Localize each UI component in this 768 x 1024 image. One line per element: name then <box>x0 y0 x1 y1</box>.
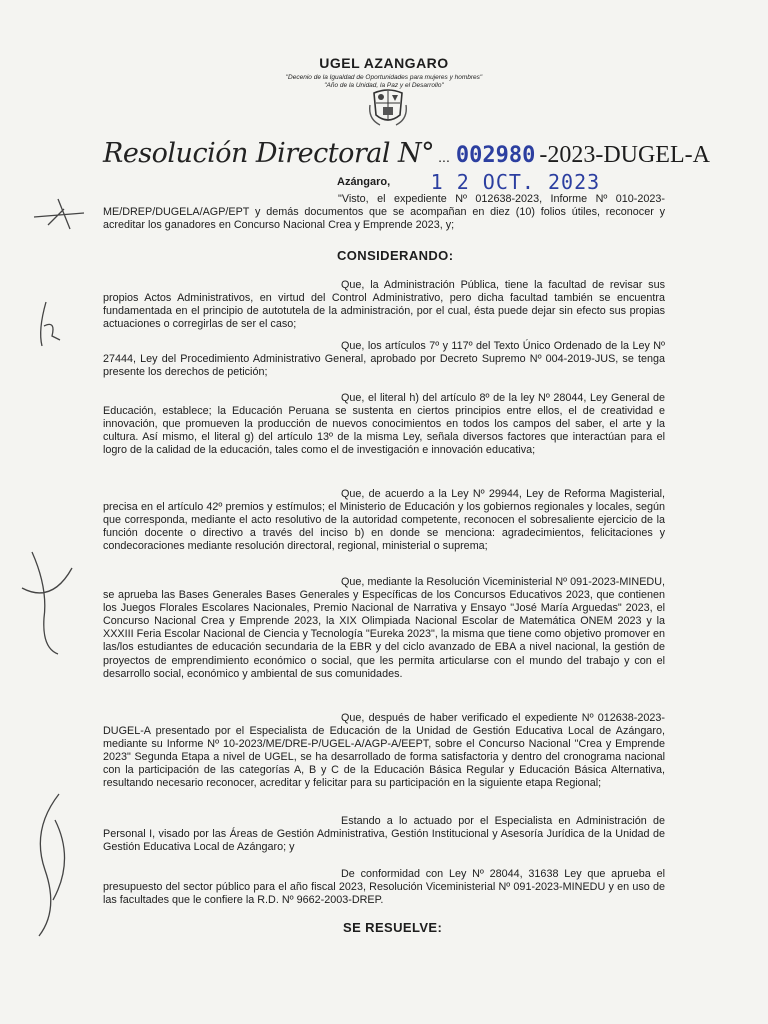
resolution-suffix: -2023-DUGEL-A <box>539 142 710 168</box>
considerando-2-text: Que, los artículos 7º y 117º del Texto Único Ordenado de la Ley Nº 27444, Ley del Procedimiento Administrativo General, aprobado por Decreto Supremo Nº 004-2019-JUS, se tenga presente los derechos de petición; <box>103 340 665 379</box>
considerando-6-text: Que, después de haber verificado el expediente Nº 012638-2023-DUGEL-A presentado por el Especialista de Educación de la Unidad de Gestión Educativa Local de Azángaro, mediante su Informe Nº 10-2023/ME/DRE-P/UGEL-A/AGP-A/EEPT, sobre el Concurso Nacional "Crea y Emprende 2023" Segunda Etapa a nivel de UGEL, se ha desarrollado de forma satisfactoria y dentro del cronograma nacional con la participación de las categorías A, B y C de la Educación Básica Regular y Educación Básica Alternativa, resultando necesario reconocer, acreditar y felicitar para su participación en la siguiente etapa Regional; <box>103 712 665 790</box>
margin-initial-1-icon <box>30 195 90 235</box>
national-crest-icon <box>368 85 408 127</box>
date-place: Azángaro, <box>337 176 391 188</box>
visto-paragraph <box>103 193 665 232</box>
considerando-2 <box>103 340 665 379</box>
se-resuelve-heading: SE RESUELVE: <box>343 920 443 935</box>
considerando-3-text: Que, el literal h) del artículo 8º de la ley Nº 28044, Ley General de Educación, establece; la Educación Peruana se sustenta en ciertos principios entre ellos, el de creatividad e innovación, que promueven la producción de nuevos conocimientos en todos los campos del saber, el arte y la cultura. Así mismo, el literal g) del artículo 13º de la misma Ley, señala diversos factores que interactúan para el logro de la calidad de la educación, tales como el de investigación e innovación educativa; <box>103 392 665 457</box>
resolution-label: Resolución Directoral N° <box>103 138 435 169</box>
date-line <box>337 170 600 194</box>
considerando-7-text: Estando a lo actuado por el Especialista en Administración de Personal I, visado por las Áreas de Gestión Administrativa, Gestión Institucional y Asesoría Jurídica de la Unidad de Gestión Educativa Local de Azángaro; y <box>103 815 665 854</box>
margin-signature-2-icon <box>25 790 80 940</box>
considerando-5-text: Que, mediante la Resolución Viceministerial Nº 091-2023-MINEDU, se aprueba las Bases Generales Bases Generales y Específicas de los Concursos Educativos 2023, que contienen los Juegos Florales Escolares Nacionales, Premio Nacional de Narrativa y Ensayo "José María Arguedas" 2023, el Concurso Nacional Crea y Emprende 2023, la XIX Olimpiada Nacional Escolar de Matemática ONEM 2023 y la XXXIII Feria Escolar Nacional de Ciencia y Tecnología "Eureka 2023", la misma que tiene como objetivo promover en las/los estudiantes de educación secundaria de la EBR y del ciclo avanzado de EBA a nivel nacional, la gestión de proyectos de emprendimiento económico o social, que les permita articularse con el mundo del trabajo y con el desarrollo social, económico y ambiental de sus comunidades. <box>103 576 665 680</box>
margin-initial-2-icon <box>34 300 64 350</box>
considerando-4-text: Que, de acuerdo a la Ley Nº 29944, Ley de Reforma Magisterial, precisa en el artículo 42º premios y estímulos; el Ministerio de Educación y los gobiernos regionales y locales, según que corresponda, mediante el acto resolutivo de la autoridad competente, reconocen el sobresaliente ejercicio de la función docente o directivo a través del inciso b) en donde se menciona: agradecimientos, felicitaciones y condecoraciones mediante resolución directoral, regional, ministerial o suprema; <box>103 488 665 553</box>
considerando-3 <box>103 392 665 457</box>
considerando-heading: CONSIDERANDO: <box>337 248 454 263</box>
institution-name: UGEL AZANGARO <box>319 55 449 71</box>
date-stamp: 1 2 OCT. 2023 <box>430 170 601 194</box>
resolution-dots: ... <box>438 149 450 165</box>
decade-line-1: "Decenio de la Igualdad de Oportunidades para mujeres y hombres" <box>285 74 483 81</box>
resolution-number-stamp: 002980 <box>455 143 536 168</box>
considerando-7 <box>103 815 665 854</box>
considerando-6 <box>103 712 665 791</box>
considerando-1 <box>103 279 665 331</box>
considerando-1-text: Que, la Administración Pública, tiene la facultad de revisar sus propios Actos Administrativos, en virtud del Control Administrativo, pero dicha facultad también se encuentra fundamentada en el principio de autotutela de la administración, por el cual, ésta puede dejar sin efecto sus propias actuaciones o corregirlas de ser el caso; <box>103 279 665 331</box>
considerando-4 <box>103 488 665 553</box>
visto-text: "Visto, el expediente Nº 012638-2023, Informe Nº 010-2023-ME/DREP/DUGELA/AGP/EPT y demás documentos que se acompañan en diez (10) folios útiles, reconocer y acreditar los ganadores en Concurso Nacional Crea y Emprende 2023, y; <box>103 193 665 232</box>
margin-signature-1-icon <box>18 548 78 658</box>
considerando-5 <box>103 576 665 681</box>
considerando-8 <box>103 868 665 907</box>
considerando-8-text: De conformidad con Ley Nº 28044, 31638 Ley que aprueba el presupuesto del sector público para el año fiscal 2023, Resolución Viceministerial Nº 091-2023-MINEDU y en uso de las facultades que le confiere la R.D. Nº 9662-2003-DREP. <box>103 868 665 907</box>
decade-line-2: "Año de la Unidad, la Paz y el Desarrollo" <box>324 82 444 89</box>
